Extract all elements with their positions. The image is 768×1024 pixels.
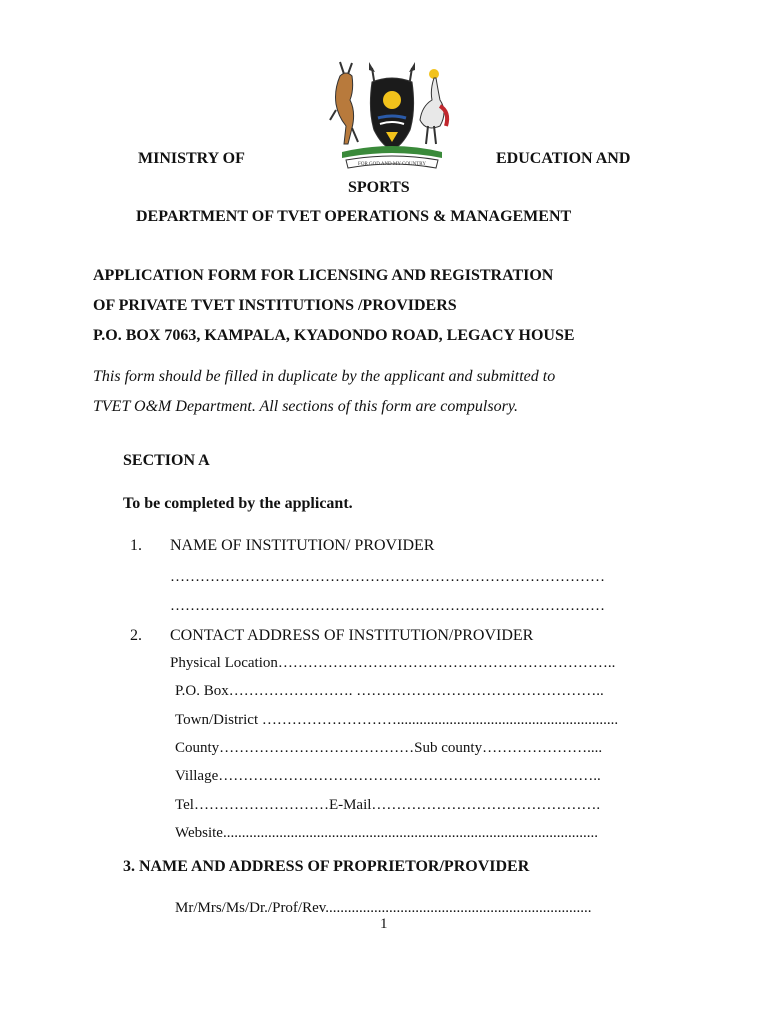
physical-location-field[interactable]: Physical Location………………………………………………………….. <box>170 655 616 671</box>
uganda-coat-of-arms-icon <box>322 60 462 172</box>
kob-figure <box>330 62 358 144</box>
crested-crane-figure <box>420 69 447 144</box>
motto-text: FOR GOD AND MY COUNTRY <box>358 162 426 167</box>
item1-label: NAME OF INSTITUTION/ PROVIDER <box>170 537 435 554</box>
website-field[interactable]: Website.................................................................................................... <box>175 825 598 841</box>
shield-icon <box>370 78 413 150</box>
item2-number: 2. <box>130 627 142 644</box>
po-box-field[interactable]: P.O. Box……………………. ………………………………………….. <box>175 683 604 699</box>
form-title-line1: APPLICATION FORM FOR LICENSING AND REGISTRATION <box>93 267 554 284</box>
item3-label: 3. NAME AND ADDRESS OF PROPRIETOR/PROVIDER <box>123 858 530 875</box>
town-district-field[interactable]: Town/District ………………………........................................................... <box>175 712 619 728</box>
section-a-heading: SECTION A <box>123 452 210 469</box>
form-title-line2: OF PRIVATE TVET INSTITUTIONS /PROVIDERS <box>93 297 457 314</box>
institution-name-field-line1[interactable]: …………………………………………………………………………… <box>170 569 605 585</box>
ministry-line2-text: SPORTS <box>348 179 410 196</box>
item1-number: 1. <box>130 537 142 554</box>
ministry-right-text: EDUCATION AND <box>496 150 631 167</box>
tel-email-field[interactable]: Tel………………………E-Mail………………………………………. <box>175 797 601 813</box>
village-field[interactable]: Village………………………………………………………………….. <box>175 768 601 784</box>
item2-label: CONTACT ADDRESS OF INSTITUTION/PROVIDER <box>170 627 534 644</box>
department-title: DEPARTMENT OF TVET OPERATIONS & MANAGEMENT <box>136 208 572 225</box>
instructions-line1: This form should be filled in duplicate by the applicant and submitted to <box>93 368 556 385</box>
section-a-subheading: To be completed by the applicant. <box>123 495 353 512</box>
institution-name-field-line2[interactable]: …………………………………………………………………………… <box>170 598 605 614</box>
page-number: 1 <box>380 916 388 932</box>
instructions-line2: TVET O&M Department. All sections of this form are compulsory. <box>93 398 519 415</box>
address-line: P.O. BOX 7063, KAMPALA, KYADONDO ROAD, LEGACY HOUSE <box>93 327 575 344</box>
ministry-left-text: MINISTRY OF <box>138 150 245 167</box>
proprietor-title-field[interactable]: Mr/Mrs/Ms/Dr./Prof/Rev....................................................................... <box>175 900 592 916</box>
county-subcounty-field[interactable]: County…………………………………Sub county………………….... <box>175 740 603 756</box>
